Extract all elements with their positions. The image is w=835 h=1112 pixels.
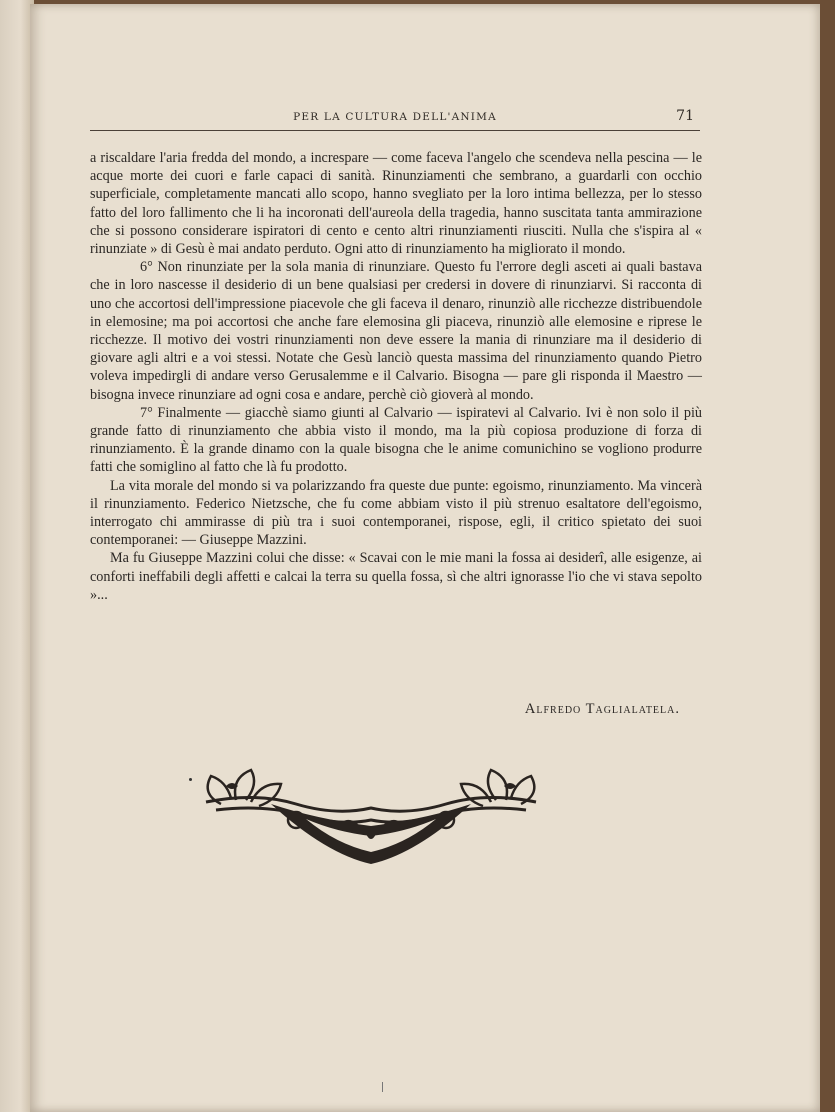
author-signature: Alfredo Taglialatela.	[524, 701, 680, 717]
paragraph: La vita morale del mondo si va polarizzando fra queste due punte: egoismo, rinunziamento. Ma vincerà il rinunziamento. Federico Nietzsche, che fu come abbiam visto il più strenuo esaltatore dell'egoismo, interrogato chi ammirasse di più tra i suoi contemporanei, rispose, egli, il critico spietato dei suoi contemporanei: — Giuseppe Mazzini.	[90, 477, 702, 549]
page-foot-mark	[382, 1082, 383, 1092]
paragraph: 7° Finalmente — giacchè siamo giunti al Calvario — ispiratevi al Calvario. Ivi è non solo il più grande fatto di rinunziamento che abbia visto il mondo, ma la più copiosa produzione di forza di rinunziamento. È la grande dinamo con la quale bisogna che le anime comunichino se vogliono produrre fatti che somiglino al fatto che là fu prodotto.	[90, 404, 702, 476]
page-number: 71	[676, 108, 694, 124]
decorative-vignette-ornament	[176, 764, 566, 874]
page-header	[90, 106, 700, 131]
book-page	[30, 4, 820, 1112]
body-text	[90, 149, 702, 604]
paragraph: 6° Non rinunziate per la sola mania di rinunziare. Questo fu l'errore degli asceti ai quali bastava che in loro nascesse il desiderio di un bene qualsiasi per credersi in dovere di rinunziarvi. Si racconta di uno che accortosi dell'impressione piacevole che gli faceva il denaro, rinunziò alle ricchezze distribuendole in elemosine; ma poi accortosi che anche fare elemosina gli piaceva, rinunziò alle elemosine e riprese le ricchezze. Il motivo dei vostri rinunziamenti non deve essere la mania di rinunziare ma il desiderio di giovare agli altri e a voi stessi. Notate che Gesù lanciò questa massima del rinunziamento quando Pietro voleva impedirgli di andare verso Gerusalemme e il Calvario. Bisogna — pare gli risponda il Maestro — bisogna invece rinunziare ad ogni cosa e andare, perchè ciò gioverà al mondo.	[90, 259, 702, 403]
paragraph: a riscaldare l'aria fredda del mondo, a increspare — come faceva l'angelo che scendeva nella pescina — le acque morte dei cuori e farle capaci di sanità. Rinunziamenti che sembrano, a guardarli con occhio superficiale, completamente mancati allo scopo, hanno svegliato per la loro intima bellezza, per lo stesso fatto del loro fallimento che li ha incoronati dell'aureola della tragedia, hanno suscitata tanta ammirazione che si possono considerare ispiratori di cento e cento altri rinunziamenti riusciti. Nulla che s'ispira al « rinunziate » di Gesù è mai andato perduto. Ogni atto di rinunziamento ha migliorato il mondo.	[90, 150, 702, 258]
paragraph: Ma fu Giuseppe Mazzini colui che disse: « Scavai con le mie mani la fossa ai desiderî, alle esigenze, ai conforti ineffabili degli affetti e calcai la terra su quella fossa, sì che altri ignorasse l'io che vi stava sepolto »...	[90, 550, 702, 603]
running-head: PER LA CULTURA DELL'ANIMA	[293, 111, 497, 123]
left-page-edge	[0, 0, 34, 1112]
